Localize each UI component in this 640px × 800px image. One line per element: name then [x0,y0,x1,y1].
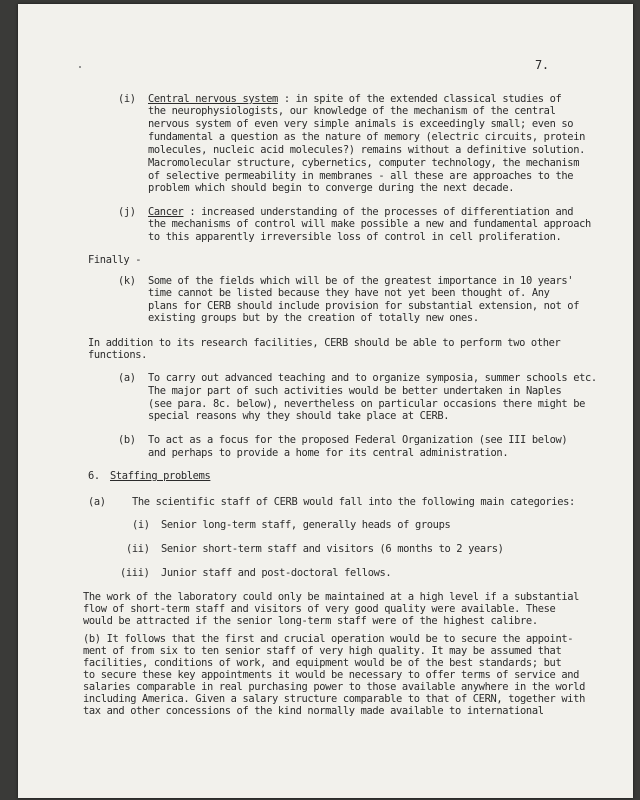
category-i-marker: (i) [132,519,150,531]
category-iii-text: Junior staff and post-doctoral fellows. [161,567,392,579]
staff-b-line-4: to secure these key appointments it would be necessary to offer terms of service and [83,669,580,681]
section-k-marker: (k) [118,275,136,287]
function-b-line-1: To act as a focus for the proposed Federal Organization (see III below) [148,434,568,446]
section-i-marker: (i) [118,93,136,105]
addition-line-2: functions. [88,349,148,361]
function-a-line-4: special reasons why they should take place at CERB. [148,410,450,422]
section-j-line-3: to this apparently irreversible loss of control in cell proliferation. [148,231,562,243]
section-k-line-3: plans for CERB should include provision for substantial extension, not of [148,300,580,312]
section-j-marker: (j) [118,206,136,218]
work-line-1: The work of the laboratory could only be maintained at a high level if a substantial [83,591,580,603]
section-6-number: 6. [88,470,100,482]
section-j-line-1-text: : increased understanding of the processes of differentiation and [183,206,574,218]
section-i-line-3: nervous system of even very simple animals is exceedingly small; even so [148,118,574,130]
section-k-line-4: existing groups but by the creation of totally new ones. [148,312,479,324]
staff-a-marker: (a) [88,496,106,508]
work-line-2: flow of short-term staff and visitors of very good quality were available. These [83,603,556,615]
section-i-line-1-text: : in spite of the extended classical studies of [277,93,562,105]
page-speck [79,66,81,68]
category-ii-text: Senior short-term staff and visitors (6 months to 2 years) [161,543,504,555]
category-i-text: Senior long-term staff, generally heads of groups [161,519,451,531]
function-b-marker: (b) [118,434,136,446]
staff-b-marker: (b) [83,633,101,645]
category-ii-marker: (ii) [126,543,150,555]
function-a-line-3: (see para. 8c. below), nevertheless on particular occasions there might be [148,398,586,410]
staff-b-line-6: including America. Given a salary structure comparable to that of CERN, together with [83,693,585,705]
function-a-marker: (a) [118,372,136,384]
section-i-heading: Central nervous system [148,93,278,105]
finally-label: Finally - [88,254,142,266]
category-iii-marker: (iii) [120,567,150,579]
function-b-line-2: and perhaps to provide a home for its central administration. [148,447,509,459]
staff-b-line-2: ment of from six to ten senior staff of very high quality. It may be assumed that [83,645,562,657]
work-line-3: would be attracted if the senior long-term staff were of the highest calibre. [83,615,538,627]
section-i-line-7: of selective permeability in membranes - all these are approaches to the [148,170,574,182]
staff-b-line-7: tax and other concessions of the kind normally made available to international [83,705,544,717]
section-j-heading: Cancer [148,206,184,218]
section-k-line-1: Some of the fields which will be of the greatest importance in 10 years' [148,275,574,287]
section-i-line-4: fundamental a question as the nature of memory (electric circuits, protein [148,131,586,143]
document-page [18,4,633,798]
page-number: 7. [535,58,549,72]
staff-b-line-5: salaries comparable in real purchasing power to those available anywhere in the world [83,681,585,693]
section-k-line-2: time cannot be listed because they have not yet been thought of. Any [148,287,550,299]
staff-b-line-1 [83,633,573,646]
section-i-line-5: molecules, nucleic acid molecules?) remains without a definitive solution. [148,144,586,156]
section-j-line-2: the mechanisms of control will make possible a new and fundamental approach [148,218,591,230]
section-i-line-1 [148,93,561,106]
section-i-line-8: problem which should begin to converge during the next decade. [148,182,515,194]
function-a-line-1: To carry out advanced teaching and to organize symposia, summer schools etc. [148,372,597,384]
section-i-line-2: the neurophysiologists, our knowledge of the mechanism of the central [148,105,556,117]
staff-b-line-1-text: It follows that the first and crucial operation would be to secure the appoint- [100,633,574,645]
section-6-heading: Staffing problems [110,470,211,482]
section-j-line-1 [148,206,573,219]
addition-line-1: In addition to its research facilities, CERB should be able to perform two other [88,337,561,349]
staff-a-text: The scientific staff of CERB would fall into the following main categories: [132,496,575,508]
staff-b-line-3: facilities, conditions of work, and equipment would be of the best standards; but [83,657,562,669]
section-i-line-6: Macromolecular structure, cybernetics, computer technology, the mechanism [148,157,580,169]
function-a-line-2: The major part of such activities would be better undertaken in Naples [148,385,562,397]
